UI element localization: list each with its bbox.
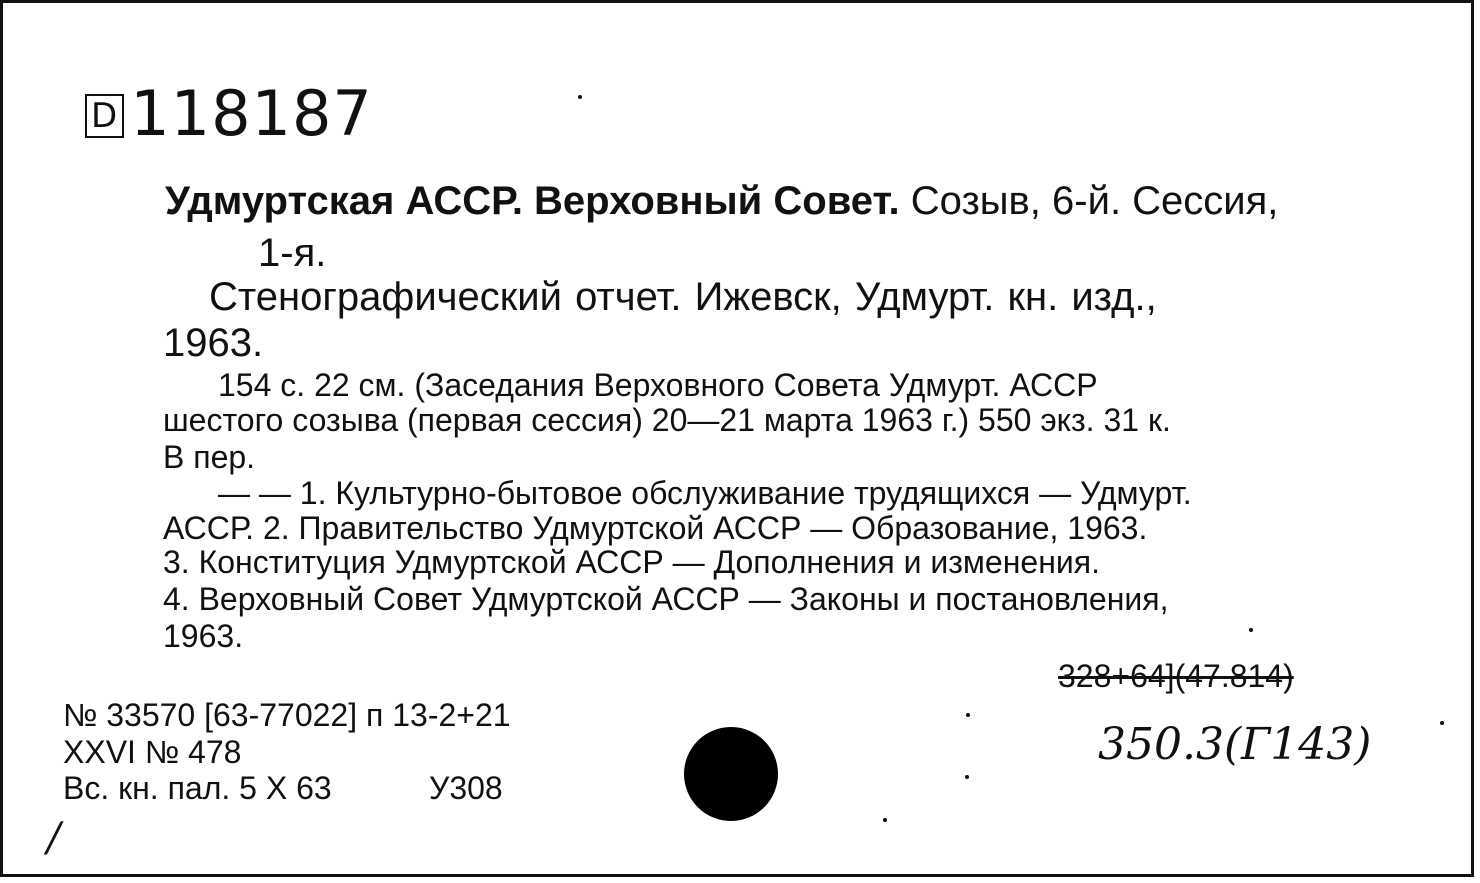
pen-mark: / xyxy=(47,815,61,861)
subject-line-4: 4. Верховный Совет Удмуртской АССР — Законы и постановления, xyxy=(163,581,1169,617)
body-line-2: 1963. xyxy=(163,321,264,365)
speck xyxy=(1440,721,1444,725)
subject-line-3: 3. Конституция Удмуртской АССР — Дополнения и изменения. xyxy=(163,544,1100,580)
subject-line-2: АССР. 2. Правительство Удмуртской АССР — Образование, 1963. xyxy=(163,510,1148,546)
desc-line-2: шестого созыва (первая сессия) 20—21 марта 1963 г.) 550 экз. 31 к. xyxy=(163,402,1171,438)
footer-line-3b: У308 xyxy=(429,770,503,806)
heading-bold: Удмуртская АССР. Верховный Совет. xyxy=(165,179,900,223)
accession-number: 118187 xyxy=(130,77,373,150)
footer-line-2: XXVI № 478 xyxy=(63,734,242,770)
speck xyxy=(883,818,887,822)
card-heading xyxy=(165,179,1278,224)
handwritten-classification: 350.3(Г143) xyxy=(1098,719,1372,770)
accession-stamp xyxy=(85,77,373,150)
speck xyxy=(578,95,582,99)
body-line-1: Стенографический отчет. Ижевск, Удмурт. кн. изд., xyxy=(209,275,1157,319)
desc-line-3: В пер. xyxy=(163,439,256,475)
speck xyxy=(966,713,970,717)
footer-line-1: № 33570 [63-77022] п 13-2+21 xyxy=(63,697,511,733)
heading-continuation: 1-я. xyxy=(258,231,327,275)
speck xyxy=(965,775,969,779)
heading-rest: Созыв, 6-й. Сессия, xyxy=(899,179,1279,223)
struck-classification: 328+64](47.814) xyxy=(1058,658,1294,694)
stamp-letter: D xyxy=(85,94,124,138)
desc-line-1: 154 с. 22 см. (Заседания Верховного Совета Удмурт. АССР xyxy=(218,367,1098,403)
speck xyxy=(1249,628,1253,632)
subject-line-1: — — 1. Культурно-бытовое обслуживание трудящихся — Удмурт. xyxy=(218,475,1192,511)
punch-hole xyxy=(684,727,778,821)
subject-line-5: 1963. xyxy=(163,618,244,654)
footer-line-3a: Вс. кн. пал. 5 X 63 xyxy=(63,770,332,806)
